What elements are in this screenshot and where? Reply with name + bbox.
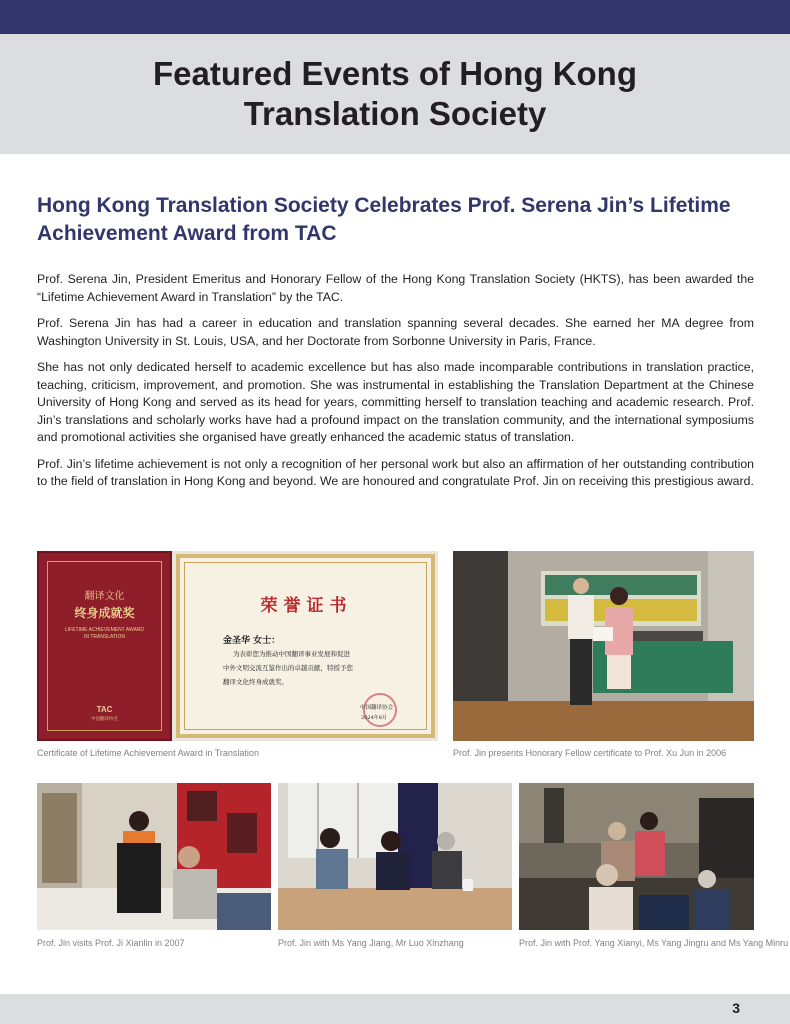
honorary-fellow-illustration — [453, 551, 754, 741]
ji-xianlin-illustration — [37, 783, 271, 930]
page-title-line-1: Featured Events of Hong Kong — [152, 55, 637, 92]
caption-yang-xianyi: Prof. Jin with Prof. Yang Xianyi, Ms Yang Jingru and Ms Yang Minru — [519, 938, 789, 948]
paragraph: She has not only dedicated herself to academic excellence but has also made incomparable contributions in translation practice, teaching, criticism, improvement, and promotion. She was instrumental in establishing the Translation Department at the Chinese University of Hong Kong and served as its head for years, committing herself to translation teaching and academic research. Prof. Jin’s translations and scholarly works have had a profound impact on the translation community, and the international symposiums and promotional activities she organised have greatly enhanced the academic status of translation. — [37, 360, 754, 444]
top-color-band — [0, 0, 790, 34]
tac-logo: TAC — [96, 705, 113, 714]
certificate-sheet — [176, 554, 435, 738]
certificate-issuer: 中国翻译协会 — [360, 705, 394, 711]
article-body — [37, 271, 754, 500]
cover-title-en-1: LIFETIME ACHIEVEMENT AWARD — [65, 627, 144, 633]
photo-honorary-fellow — [453, 551, 754, 741]
caption-ji-xianlin: Prof. Jin visits Prof. Ji Xianlin in 2007 — [37, 938, 185, 948]
paragraph: Prof. Jin’s lifetime achievement is not only a recognition of her personal work but also an affirmation of her outstanding contribution to the field of translation in Hong Kong and beyond. We are honoured and congratulate Prof. Jin on receiving this prestigious award. — [37, 456, 754, 488]
page-number: 3 — [732, 1000, 740, 1016]
certificate-recipient: 金圣华 女士： — [223, 636, 281, 646]
yang-jiang-illustration — [278, 783, 512, 930]
page-title-line-2: Translation Society — [243, 95, 547, 132]
caption-honorary-fellow: Prof. Jin presents Honorary Fellow certificate to Prof. Xu Jun in 2006 — [453, 748, 727, 758]
page-title — [95, 54, 695, 134]
yang-xianyi-illustration — [519, 783, 754, 930]
caption-certificate: Certificate of Lifetime Achievement Award in Translation — [37, 748, 259, 758]
certificate-text-1: 为表彰您为推动中国翻译事业发展和促进 — [233, 650, 350, 658]
article-heading: Hong Kong Translation Society Celebrates Prof. Serena Jin’s Lifetime Achievement Award from TAC — [37, 194, 731, 245]
photo-ji-xianlin — [37, 783, 271, 930]
certificate-text-3: 翻译文化终身成就奖。 — [223, 678, 288, 686]
footer-band — [0, 994, 790, 1024]
certificate-photo — [37, 551, 438, 741]
certificate-date: 2024年8月 — [361, 715, 387, 721]
cover-title-en — [39, 627, 170, 641]
certificate-text-2: 中外文明交流互鉴作出的卓越贡献，特授予您 — [223, 664, 353, 672]
tac-logo-sub: 中国翻译协会 — [91, 716, 118, 721]
cover-title-small: 翻译文化 — [84, 591, 125, 602]
photo-yang-jiang — [278, 783, 512, 930]
cover-title-big: 终身成就奖 — [74, 606, 135, 620]
cover-title — [39, 589, 170, 621]
certificate-inner-border — [184, 562, 427, 730]
cover-title-en-2: IN TRANSLATION — [84, 634, 125, 640]
certificate-cover — [37, 551, 172, 741]
caption-yang-jiang: Prof. Jin with Ms Yang Jiang, Mr Luo Xinzhang — [278, 938, 464, 948]
certificate-heading: 荣誉证书 — [260, 596, 353, 616]
title-banner — [0, 34, 790, 154]
paragraph: Prof. Serena Jin, President Emeritus and Honorary Fellow of the Hong Kong Translation Society (HKTS), has been awarded the “Lifetime Achievement Award in Translation” by the TAC. — [37, 272, 754, 304]
photo-yang-xianyi — [519, 783, 754, 930]
paragraph: Prof. Serena Jin has had a career in education and translation spanning several decades. She earned her MA degree from Washington University in St. Louis, USA, and her Doctorate from Sorbonne University in Paris, France. — [37, 316, 754, 348]
